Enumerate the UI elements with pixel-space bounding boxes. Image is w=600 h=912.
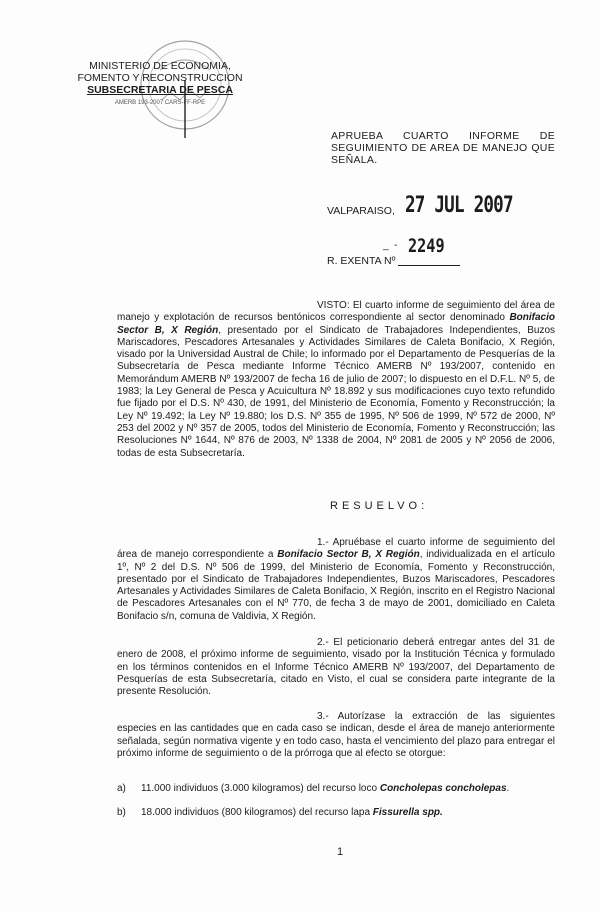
paragraph-1-sector: Bonifacio Sector B, X Región	[277, 549, 420, 561]
item-species: Concholepas concholepas	[379, 783, 507, 794]
list-item	[117, 807, 443, 818]
stamped-date: 27 JUL 2007	[405, 193, 513, 218]
item-letter: a)	[117, 783, 126, 794]
header-line-ministry: MINISTERIO DE ECONOMIA,	[89, 60, 231, 72]
header-line-fomento: FOMENTO Y RECONSTRUCCION	[77, 72, 243, 84]
paragraph-1-text-2: , individualizada en el artículo 1º, Nº 2 del D.S. Nº 506 de 1999, del Ministerio de Economía, Fomento y Reconstrucción, presentado por el Sindicato de Trabajadores Independientes, Buzos Mariscadores, Pescadores Artesanales y Actividades Similares de Caleta Bonifacio, X Región, inscrito en el Registro Nacional de Pescadores Artesanales con el Nº 770, de fecha 3 de mayo de 2001, domiciliado en Caleta Bonifacio s/n, comuna de Valdivia, X Región.	[117, 549, 555, 622]
header-reference: AMERB 193-2007 CARS-FF-RPE	[114, 100, 206, 106]
resuelvo-heading: RESUELVO:	[330, 500, 429, 512]
paragraph-2	[117, 637, 555, 698]
visto-paragraph	[117, 300, 555, 460]
item-species: Fissurella spp.	[372, 807, 443, 818]
paragraph-1	[117, 537, 555, 623]
document-subject: APRUEBA CUARTO INFORME DE SEGUIMIENTO DE AREA DE MANEJO QUE SEÑALA.	[331, 130, 555, 166]
exenta-label: R. EXENTA Nº	[327, 255, 396, 267]
paragraph-3	[117, 711, 555, 760]
visto-text-2: , presentado por el Sindicato de Trabajadores Independientes, Buzos Mariscadores, Pescadores Artesanales y Actividades Similares de Caleta Bonifacio, X Región, visado por la Universidad Austral de Chile; lo informado por el Departamento de Pesquerías de la Subsecretaría de Pesca mediante Informe Técnico AMERB Nº 193/2007, contenido en Memorándum AMERB Nº 193/2007 de fecha 16 de julio de 2007; lo dispuesto en el D.F.L. Nº 5, de 1983; la Ley General de Pesca y Acuicultura Nº 18.892 y sus modificaciones cuyo texto refundido fue fijado por el D.S. Nº 430, de 1991, del Ministerio de Economía, Fomento y Reconstrucción; la Ley Nº 19.492; la Ley Nº 19.880; los D.S. Nº 355 de 1995, Nº 506 de 1999, Nº 572 de 2000, Nº 253 del 2002 y Nº 357 de 2005, todos del Ministerio de Economía, Fomento y Reconstrucción; las Resoluciones Nº 1644, Nº 876 de 2003, Nº 1338 de 2004, Nº 2081 de 2005 y Nº 2056 de 2006, todas de esta Subsecretaría.	[117, 324, 556, 459]
visto-text-1: El cuarto informe de seguimiento del área de manejo y explotación de recursos bentónicos correspondiente al sector denominado	[117, 300, 555, 324]
place-label: VALPARAISO,	[327, 205, 395, 217]
list-item	[117, 783, 509, 794]
item-text: 11.000 individuos (3.000 kilogramos) del recurso loco	[141, 783, 380, 794]
exenta-underline	[398, 265, 460, 266]
ministry-header	[60, 60, 260, 109]
visto-label: VISTO:	[317, 300, 350, 311]
item-text: 18.000 individuos (800 kilogramos) del recurso lapa	[141, 807, 373, 818]
paragraph-2-text: 2.- El peticionario deberá entregar antes del 31 de enero de 2008, el próximo informe de seguimiento, visado por la Institución Técnica y formulado en los términos contenidos en el Informe Técnico AMERB Nº 193/2007, del Departamento de Pesquerías de esta Subsecretaría, citado en Visto, el cual se considera parte integrante de la presente Resolución.	[117, 637, 555, 698]
dash-mark: _ -	[383, 240, 398, 251]
header-line-subsecretaria: SUBSECRETARIA DE PESCA	[87, 84, 233, 96]
paragraph-3-text: 3.- Autorízase la extracción de las siguientes especies en las cantidades que en cada caso se indican, desde el área de manejo anteriormente señalada, según normativa vigente y en todo caso, hasta el vencimiento del plazo para entregar el próximo informe de seguimiento o de la prórroga que al efecto se otorgue:	[117, 711, 555, 759]
visto-sector: Bonifacio Sector B, X Región	[117, 312, 555, 336]
item-end: .	[506, 783, 510, 794]
item-letter: b)	[117, 807, 126, 818]
resolution-number: 2249	[408, 235, 445, 257]
page-number: 1	[337, 846, 344, 858]
paragraph-1-text-1: 1.- Apruébase el cuarto informe de seguimiento del área de manejo correspondiente a	[117, 537, 555, 561]
